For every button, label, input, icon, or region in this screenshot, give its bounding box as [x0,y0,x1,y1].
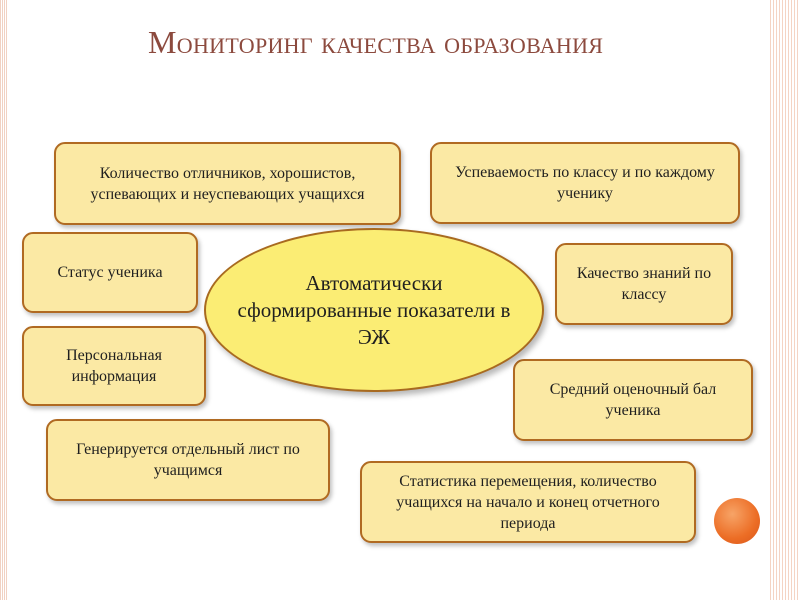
central-ellipse-text: Автоматически сформированные показатели в ЭЖ [237,270,511,349]
box-progress-class-text: Успеваемость по классу и по каждому ученику [455,164,715,202]
box-student-status-text: Статус ученика [57,264,163,281]
box-student-status [22,232,198,313]
box-movement-stats [360,461,696,543]
box-personal-info-text: Персональная информация [66,347,162,385]
box-knowledge-quality [555,243,733,325]
left-decorative-border [0,0,8,600]
orange-circle-decoration [714,498,760,544]
box-separate-sheet-text: Генерируется отдельный лист по учащимся [76,441,300,479]
box-separate-sheet [46,419,330,501]
box-knowledge-quality-text: Качество знаний по классу [576,265,712,303]
box-movement-stats-text: Статистика перемещения, количество учащихся на начало и конец отчетного периода [396,472,660,532]
box-average-grade [513,359,753,441]
slide-title: Мониторинг качества образования [148,24,604,60]
central-ellipse [204,228,544,392]
box-personal-info [22,326,206,406]
box-excellent-count [54,142,401,225]
box-average-grade-text: Средний оценочный бал ученика [549,381,717,419]
box-progress-class [430,142,740,224]
right-decorative-border [770,0,800,600]
box-excellent-count-text: Количество отличников, хорошистов, успевающих и неуспевающих учащихся [90,164,365,203]
